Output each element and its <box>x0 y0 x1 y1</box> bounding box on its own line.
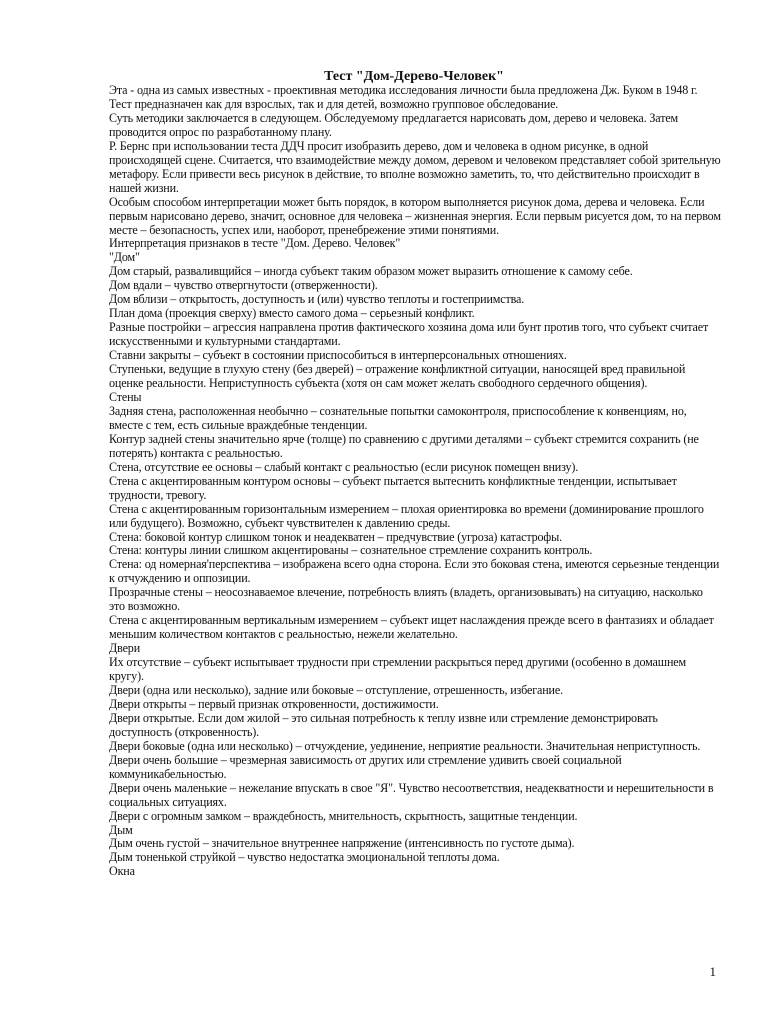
paragraph: Двери открыты – первый признак откровенности, достижимости. <box>109 696 439 711</box>
paragraph: Двери очень маленькие – нежелание впускать в свое "Я". Чувство несоответствия, неадекватности и нерешительности в социальных ситуациях. <box>109 780 714 809</box>
paragraph: Их отсутствие – субъект испытывает трудности при стремлении раскрыться перед другими (особенно в домашнем кругу). <box>109 655 686 684</box>
paragraph: Разные постройки – агрессия направлена против фактического хозяина дома или бунт против того, что субъект считает искусственными и культурными стандартами. <box>109 320 709 349</box>
section-heading: Стены <box>109 389 142 404</box>
paragraph: Задняя стена, расположенная необычно – сознательные попытки самоконтроля, приспособление к конвенциям, но, вместе с тем, есть сильные враждебные тенденции. <box>109 403 687 432</box>
paragraph: Стена с акцентированным горизонтальным измерением – плохая ориентировка во времени (доминирование прошлого или будущего). Возможно, субъект чувствителен к давлению среды. <box>109 501 704 530</box>
paragraph: Стена с акцентированным контуром основы – субъект пытается вытеснить конфликтные тенденции, испытывает трудности, тревогу. <box>109 473 677 502</box>
section-heading: Дым <box>109 822 133 837</box>
paragraph: Прозрачные стены – неосознаваемое влечение, потребность влиять (владеть, организовывать) на ситуацию, насколько это возможно. <box>109 585 703 614</box>
paragraph: Дом вблизи – открытость, доступность и (или) чувство теплоты и гостеприимства. <box>109 292 525 307</box>
paragraph: Ступеньки, ведущие в глухую стену (без дверей) – отражение конфликтной ситуации, наносящей вред правильной оценке реальности. Неприступность субъекта (хотя он сам может желать свободного сердечного общения). <box>109 362 686 391</box>
paragraph: Стена, отсутствие ее основы – слабый контакт с реальностью (если рисунок помещен внизу). <box>109 459 579 474</box>
section-heading: "Дом" <box>109 250 140 265</box>
paragraph: Стена: боковой контур слишком тонок и неадекватен – предчувствие (угроза) катастрофы. <box>109 529 562 544</box>
paragraph: Р. Бернс при использовании теста ДДЧ просит изобразить дерево, дом и человека в одном рисунке, в одной происходящей сцене. Считается, что взаимодействие между домом, деревом и человеком представляет собой зрительную метафору. Если привести весь рисунок в действие, то вполне возможно заметить, то, что действительно происходит в нашей жизни. <box>109 138 721 195</box>
document-body <box>109 84 721 879</box>
page-number: 1 <box>709 964 716 979</box>
paragraph: Двери очень большие – чрезмерная зависимость от других или стремление удивить своей социальной коммуникабельностью. <box>109 752 622 781</box>
paragraph: Дым тоненькой струйкой – чувство недостатка эмоциональной теплоты дома. <box>109 850 500 865</box>
paragraph: Дом старый, разваливщийся – иногда субъект таким образом может выразить отношение к самому себе. <box>109 264 633 279</box>
section-heading: Окна <box>109 864 135 879</box>
document-title: Тест "Дом-Дерево-Человек" <box>324 69 504 84</box>
paragraph: Стена: од номерная'перспектива – изображена всего одна сторона. Если это боковая стена, имеются серьезные тенденции к отчуждению и оппозиции. <box>109 557 720 586</box>
paragraph: Двери открытые. Если дом жилой – это сильная потребность к теплу извне или стремление демонстрировать доступность (откровенность). <box>109 710 658 739</box>
paragraph: План дома (проекция сверху) вместо самого дома – серьезный конфликт. <box>109 306 475 321</box>
paragraph: Суть методики заключается в следующем. Обследуемому предлагается нарисовать дом, дерево и человека. Затем проводится опрос по разработанному плану. <box>109 110 679 139</box>
paragraph: Особым способом интерпретации может быть порядок, в котором выполняется рисунок дома, дерева и человека. Если первым нарисовано дерево, значит, основное для человека – жизненная энергия. Если первым рисуется дом, то на первом месте – безопасность, успех или, наоборот, пренебрежение этими понятиями. <box>109 194 721 237</box>
paragraph: Эта - одна из самых известных - проективная методика исследования личности была предложена Дж. Буком в 1948 г. Тест предназначен как для взрослых, так и для детей, возможно групповое обследование. <box>109 83 698 111</box>
paragraph: Двери с огромным замком – враждебность, мнительность, скрытность, защитные тенденции. <box>109 808 578 823</box>
paragraph: Дым очень густой – значительное внутреннее напряжение (интенсивность по густоте дыма). <box>109 836 575 851</box>
paragraph: Дом вдали – чувство отвергнутости (отверженности). <box>109 278 378 293</box>
paragraph: Контур задней стены значительно ярче (толще) по сравнению с другими деталями – субъект стремится сохранить (не потерять) контакта с реальностью. <box>109 431 699 460</box>
paragraph: Ставни закрыты – субъект в состоянии приспособиться в интерперсональных отношениях. <box>109 348 567 363</box>
section-heading: Двери <box>109 641 141 656</box>
paragraph: Стена с акцентированным вертикальным измерением – субъект ищет наслаждения прежде всего в фантазиях и обладает меньшим количеством контактов с реальностью, нежели желательно. <box>109 613 714 642</box>
section-heading: Интерпретация признаков в тесте "Дом. Дерево. Человек" <box>109 236 401 251</box>
paragraph: Двери (одна или несколько), задние или боковые – отступление, отрешенность, избегание. <box>109 682 563 697</box>
paragraph: Двери боковые (одна или несколько) – отчуждение, уединение, неприятие реальности. Значительная неприступность. <box>109 738 701 753</box>
paragraph: Стена: контуры линии слишком акцентированы – сознательное стремление сохранить контроль. <box>109 543 593 558</box>
